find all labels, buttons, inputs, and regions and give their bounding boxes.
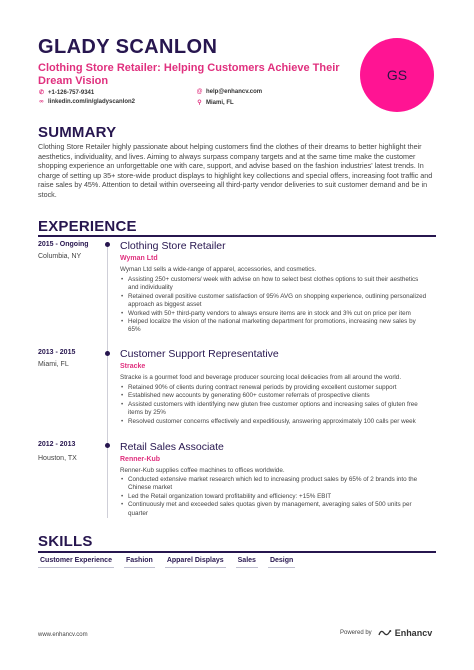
job-dates: 2015 - Ongoing — [38, 241, 89, 248]
skills-divider — [38, 551, 436, 553]
avatar-initials: GS — [386, 67, 408, 83]
job-bullet: • Led the Retail organization toward profitability and efficiency: +15% EBIT — [120, 493, 430, 501]
contact-email[interactable] — [196, 89, 262, 95]
job-bullet: • Retained 90% of clients during contract renewal periods by providing excellent customer support — [120, 384, 430, 392]
enhancv-brand: Enhancv — [394, 628, 433, 638]
contact-location-text: Miami, FL — [206, 99, 234, 106]
avatar — [360, 38, 434, 112]
email-icon: @ — [196, 89, 203, 95]
summary-heading: SUMMARY — [38, 124, 117, 141]
job-location: Miami, FL — [38, 361, 69, 368]
experience-divider — [38, 235, 436, 237]
job-bullet: • Assisting 250+ customers/ week with advise on how to select best clothes options to suit their aesthetics and individuality — [120, 276, 430, 293]
skills-list — [38, 557, 295, 568]
skill-tag: Fashion — [124, 557, 155, 568]
summary-text: Clothing Store Retailer highly passionate about helping customers find the clothes of their dreams to better highlight their aesthetics, individuality, and lives. Aiming to always surpass company targets and at the same time make the customer shopping experience an unforgettable one with care, support, and advise based on the fashion industries' latest trends. In charge of setting up 35+ store-wide product displays to highlight key collections and special offers, increasing foot traffic and raise sales by 45%. Attention to detail within overseeing all third-party vendor deliveries to suit customer demand and be in stock. — [38, 142, 433, 199]
job-bullets — [120, 476, 430, 518]
timeline-line — [107, 244, 108, 518]
job-bullet: • Continuously met and exceeded sales quotas given by management, averaging sales of 500 units per quarter — [120, 501, 430, 518]
job-bullet: • Worked with 50+ third-party vendors to always ensure items are in stock and 3% cut on price per item — [120, 310, 430, 318]
job-description: Stracke is a gourmet food and beverage producer sourcing local delicacies from all around the world. — [120, 374, 402, 381]
candidate-name: GLADY SCANLON — [38, 36, 218, 58]
skill-tag: Sales — [236, 557, 258, 568]
skill-tag: Customer Experience — [38, 557, 114, 568]
job-title: Retail Sales Associate — [120, 441, 224, 453]
enhancv-logo-icon — [378, 629, 392, 637]
contact-linkedin[interactable] — [38, 99, 135, 105]
job-company: Wyman Ltd — [120, 255, 158, 262]
contact-linkedin-text: linkedin.com/in/gladyscanlon2 — [48, 99, 136, 105]
enhancv-logo[interactable] — [378, 628, 433, 638]
job-bullets — [120, 276, 430, 335]
skill-tag: Design — [268, 557, 295, 568]
job-company: Stracke — [120, 363, 146, 370]
contact-phone-text: +1-126-757-9341 — [48, 89, 95, 96]
timeline-dot — [105, 242, 110, 247]
footer-website[interactable]: www.enhancv.com — [38, 632, 88, 638]
job-location: Columbia, NY — [38, 253, 82, 260]
job-bullet: • Retained overall positive customer satisfaction of 95% AVG on shopping experience, outlining personalized approach as biggest asset — [120, 293, 430, 310]
job-location: Houston, TX — [38, 455, 77, 462]
job-dates: 2013 - 2015 — [38, 349, 76, 356]
skill-tag: Apparel Displays — [165, 557, 226, 568]
experience-heading: EXPERIENCE — [38, 218, 137, 235]
job-title: Customer Support Representative — [120, 348, 279, 360]
job-bullet: • Helped localize the vision of the national marketing department for promotions, increasing new sales by 65% — [120, 318, 430, 335]
job-bullets — [120, 384, 430, 426]
contact-email-text: help@enhancv.com — [206, 89, 263, 95]
timeline-dot — [105, 351, 110, 356]
job-bullet: • Resolved customer concerns effectively and expeditiously, answering approximately 100 calls per week — [120, 418, 430, 426]
skills-heading: SKILLS — [38, 533, 93, 550]
contact-phone[interactable] — [38, 89, 94, 96]
phone-icon: ✆ — [38, 90, 45, 96]
job-bullet: • Established new accounts by generating 600+ customer referrals of prospective clients — [120, 392, 430, 400]
powered-by-label: Powered by — [340, 630, 372, 636]
job-description: Renner-Kub supplies coffee machines to offices worldwide. — [120, 467, 285, 474]
timeline-dot — [105, 443, 110, 448]
job-bullet: • Conducted extensive market research which led to increasing product sales by 65% of 2 brands into the Chinese market — [120, 476, 430, 493]
job-company: Renner-Kub — [120, 456, 161, 463]
job-bullet: • Assisted customers with identifying new gluten free customer options and increasing sales of gluten free items by 25% — [120, 401, 430, 418]
job-dates: 2012 - 2013 — [38, 441, 76, 448]
location-icon: ⚲ — [197, 100, 202, 106]
footer-powered-by — [340, 628, 432, 638]
job-title: Clothing Store Retailer — [120, 240, 226, 252]
contact-location — [196, 99, 234, 106]
job-description: Wyman Ltd sells a wide-range of apparel, accessories, and cosmetics. — [120, 266, 317, 273]
link-icon: ∞ — [39, 99, 44, 105]
candidate-headline: Clothing Store Retailer: Helping Customers Achieve Their Dream Vision — [38, 62, 340, 87]
